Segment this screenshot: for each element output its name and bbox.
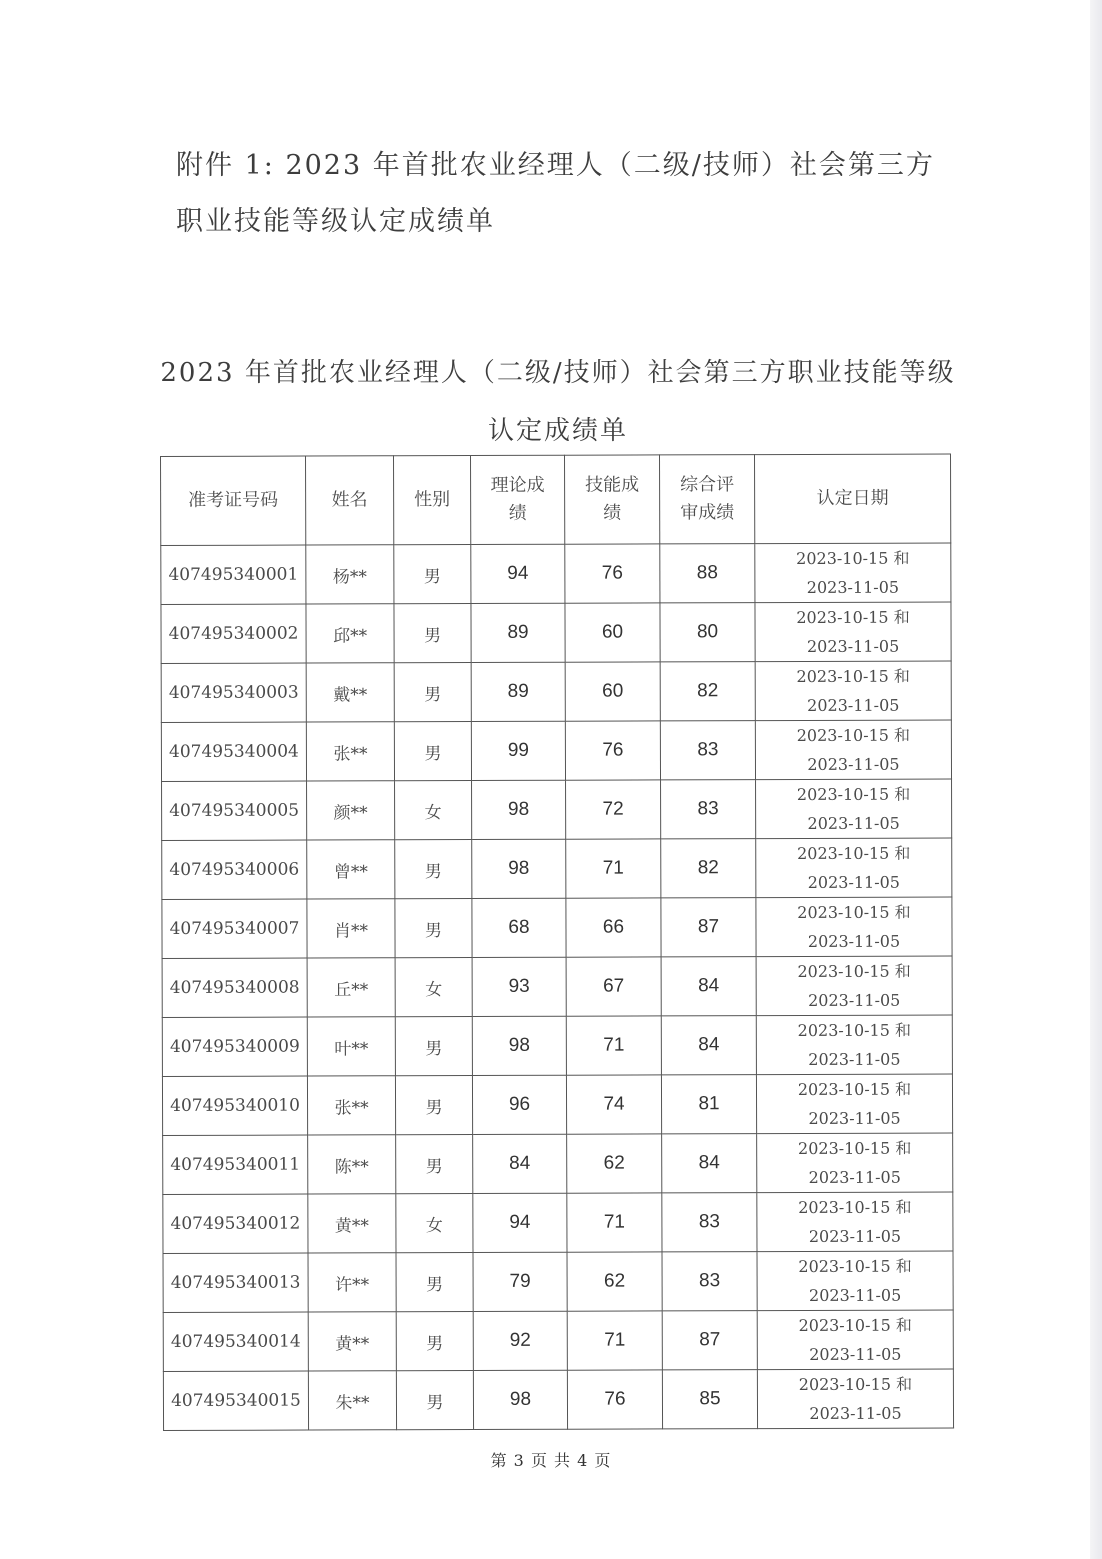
cell-theory-score: 93 bbox=[472, 957, 566, 1016]
cell-cert-date bbox=[757, 1251, 953, 1311]
table-row bbox=[163, 1192, 953, 1253]
cell-exam-id: 407495340004 bbox=[161, 722, 306, 781]
header-text-line: 综合评 bbox=[680, 474, 735, 496]
cell-gender: 男 bbox=[394, 545, 471, 604]
date-line: 2023-11-05 bbox=[808, 1049, 901, 1069]
date-line: 2023-11-05 bbox=[808, 1108, 901, 1128]
cell-exam-id: 407495340009 bbox=[162, 1017, 307, 1076]
cell-gender: 男 bbox=[394, 722, 471, 781]
cell-name: 黄** bbox=[308, 1312, 396, 1371]
header-text-line: 认定日期 bbox=[816, 487, 889, 509]
cell-skill-score: 71 bbox=[567, 1193, 662, 1252]
cell-gender: 男 bbox=[396, 1312, 473, 1371]
header-text-line: 准考证号码 bbox=[188, 489, 279, 511]
date-line: 2023-10-15 和 bbox=[797, 1020, 912, 1040]
cell-gender: 女 bbox=[395, 781, 472, 840]
header-text-line: 绩 bbox=[603, 502, 622, 524]
cell-gender: 男 bbox=[395, 840, 472, 899]
date-line: 2023-10-15 和 bbox=[797, 1138, 912, 1158]
cell-review-score: 80 bbox=[660, 603, 755, 662]
cell-gender: 女 bbox=[395, 958, 472, 1017]
cell-exam-id: 407495340005 bbox=[162, 781, 307, 840]
cell-skill-score: 72 bbox=[566, 780, 661, 839]
header-cert-date bbox=[754, 454, 950, 544]
cell-review-score: 88 bbox=[660, 544, 755, 603]
date-line: 2023-11-05 bbox=[808, 1226, 902, 1246]
header-text-line: 理论成 bbox=[490, 474, 545, 496]
cell-skill-score: 76 bbox=[565, 721, 660, 780]
cell-skill-score: 71 bbox=[567, 1311, 662, 1370]
cell-theory-score: 68 bbox=[472, 898, 566, 957]
table-title: 2023 年首批农业经理人（二级/技师）社会第三方职业技能等级认定成绩单 bbox=[160, 358, 956, 446]
cell-review-score: 83 bbox=[662, 1193, 757, 1252]
table-row bbox=[162, 1015, 952, 1076]
cell-skill-score: 71 bbox=[566, 839, 661, 898]
table-row bbox=[162, 1074, 952, 1135]
page-number-footer: 第 3 页 共 4 页 bbox=[490, 1451, 612, 1470]
cell-exam-id: 407495340008 bbox=[162, 958, 307, 1017]
header-exam-id bbox=[161, 456, 306, 545]
table-row bbox=[161, 720, 951, 781]
cell-review-score: 87 bbox=[661, 898, 756, 957]
cell-exam-id: 407495340012 bbox=[163, 1194, 308, 1253]
cell-theory-score: 89 bbox=[471, 662, 565, 721]
cell-cert-date bbox=[757, 1133, 953, 1193]
date-line: 2023-11-05 bbox=[809, 1344, 902, 1364]
cell-theory-score: 94 bbox=[473, 1193, 567, 1252]
cell-review-score: 84 bbox=[661, 1016, 756, 1075]
date-line: 2023-10-15 和 bbox=[796, 548, 910, 569]
table-row bbox=[162, 838, 952, 899]
date-line: 2023-11-05 bbox=[808, 1285, 902, 1305]
cell-gender: 男 bbox=[396, 1253, 473, 1312]
cell-skill-score: 71 bbox=[566, 1016, 661, 1075]
date-line: 2023-11-05 bbox=[807, 695, 900, 715]
cell-theory-score: 98 bbox=[473, 1370, 567, 1429]
cell-skill-score: 66 bbox=[566, 898, 661, 957]
cell-name: 杨** bbox=[306, 545, 394, 604]
date-line: 2023-11-05 bbox=[807, 931, 901, 951]
date-line: 2023-10-15 和 bbox=[798, 1197, 912, 1217]
cell-theory-score: 92 bbox=[473, 1311, 567, 1370]
cell-skill-score: 74 bbox=[566, 1075, 661, 1134]
cell-exam-id: 407495340011 bbox=[163, 1135, 308, 1194]
date-line: 2023-10-15 和 bbox=[796, 784, 911, 805]
date-line: 2023-11-05 bbox=[806, 577, 900, 597]
table-row bbox=[163, 1133, 953, 1194]
header-text-line: 姓名 bbox=[331, 489, 368, 511]
cell-skill-score: 76 bbox=[567, 1370, 662, 1429]
table-row bbox=[161, 543, 951, 604]
cell-cert-date bbox=[756, 897, 952, 957]
cell-cert-date bbox=[756, 779, 952, 839]
cell-gender: 男 bbox=[396, 1135, 473, 1194]
date-line: 2023-10-15 和 bbox=[796, 725, 911, 746]
date-line: 2023-10-15 和 bbox=[797, 1079, 912, 1099]
table-row bbox=[162, 897, 952, 958]
cell-name: 丘** bbox=[307, 958, 395, 1017]
cell-name: 邱** bbox=[306, 604, 394, 663]
cell-cert-date bbox=[756, 1074, 952, 1134]
cell-skill-score: 60 bbox=[565, 603, 660, 662]
cell-gender: 男 bbox=[394, 663, 471, 722]
table-row bbox=[163, 1251, 953, 1312]
cell-exam-id: 407495340010 bbox=[162, 1076, 307, 1135]
cell-review-score: 83 bbox=[661, 780, 756, 839]
cell-exam-id: 407495340002 bbox=[161, 604, 306, 663]
date-line: 2023-11-05 bbox=[809, 1403, 902, 1423]
table-row bbox=[161, 602, 951, 663]
cell-gender: 男 bbox=[395, 899, 472, 958]
header-text-line: 性别 bbox=[414, 489, 451, 511]
table-row bbox=[163, 1310, 953, 1371]
cell-review-score: 82 bbox=[660, 662, 755, 721]
cell-name: 黄** bbox=[308, 1194, 396, 1253]
cell-review-score: 84 bbox=[661, 957, 756, 1016]
cell-review-score: 81 bbox=[661, 1075, 756, 1134]
cell-name: 陈** bbox=[308, 1135, 396, 1194]
header-skill-score bbox=[564, 455, 659, 544]
date-line: 2023-10-15 和 bbox=[798, 1256, 912, 1276]
header-name bbox=[306, 456, 394, 545]
cell-theory-score: 99 bbox=[471, 721, 565, 780]
date-line: 2023-10-15 和 bbox=[798, 1315, 912, 1335]
cell-theory-score: 98 bbox=[472, 780, 566, 839]
cell-skill-score: 76 bbox=[565, 544, 660, 603]
cell-cert-date bbox=[755, 661, 951, 721]
cell-skill-score: 67 bbox=[566, 957, 661, 1016]
score-table bbox=[160, 454, 954, 1431]
table-row bbox=[161, 661, 951, 722]
date-line: 2023-10-15 和 bbox=[798, 1374, 913, 1394]
cell-name: 戴** bbox=[306, 663, 394, 722]
cell-cert-date bbox=[756, 838, 952, 898]
cell-review-score: 87 bbox=[662, 1311, 757, 1370]
cell-theory-score: 89 bbox=[471, 603, 565, 662]
cell-exam-id: 407495340014 bbox=[163, 1312, 308, 1371]
table-header-row bbox=[161, 454, 951, 545]
table-row bbox=[163, 1369, 953, 1430]
date-line: 2023-10-15 和 bbox=[797, 902, 911, 923]
cell-exam-id: 407495340013 bbox=[163, 1253, 308, 1312]
cell-name: 曾** bbox=[307, 840, 395, 899]
cell-theory-score: 98 bbox=[472, 1016, 566, 1075]
cell-gender: 男 bbox=[395, 1017, 472, 1076]
date-line: 2023-11-05 bbox=[806, 636, 900, 656]
cell-gender: 男 bbox=[394, 604, 471, 663]
header-text-line: 绩 bbox=[508, 502, 527, 524]
cell-name: 朱** bbox=[308, 1371, 396, 1430]
date-line: 2023-11-05 bbox=[807, 872, 900, 892]
header-review-score bbox=[659, 455, 754, 544]
cell-exam-id: 407495340001 bbox=[161, 545, 306, 604]
cell-name: 叶** bbox=[307, 1017, 395, 1076]
table-body bbox=[161, 543, 954, 1430]
date-line: 2023-10-15 和 bbox=[797, 961, 911, 981]
cell-review-score: 83 bbox=[662, 1252, 757, 1311]
cell-theory-score: 98 bbox=[472, 839, 566, 898]
header-theory-score bbox=[471, 455, 565, 544]
cell-review-score: 84 bbox=[662, 1134, 757, 1193]
cell-theory-score: 96 bbox=[472, 1075, 566, 1134]
date-line: 2023-10-15 和 bbox=[796, 666, 910, 687]
date-line: 2023-10-15 和 bbox=[797, 843, 911, 864]
page-edge-shadow bbox=[1090, 0, 1102, 1559]
date-line: 2023-11-05 bbox=[807, 754, 900, 774]
header-text-line: 审成绩 bbox=[680, 502, 735, 524]
cell-exam-id: 407495340003 bbox=[161, 663, 306, 722]
cell-cert-date bbox=[756, 1015, 952, 1075]
cell-review-score: 83 bbox=[660, 721, 755, 780]
header-text-line: 技能成 bbox=[585, 474, 640, 496]
cell-exam-id: 407495340007 bbox=[162, 899, 307, 958]
cell-name: 许** bbox=[308, 1253, 396, 1312]
cell-exam-id: 407495340006 bbox=[162, 840, 307, 899]
header-gender bbox=[394, 456, 471, 545]
cell-cert-date bbox=[757, 1192, 953, 1252]
cell-gender: 女 bbox=[396, 1194, 473, 1253]
cell-gender: 男 bbox=[396, 1371, 473, 1430]
cell-theory-score: 94 bbox=[471, 544, 565, 603]
cell-cert-date bbox=[755, 602, 951, 662]
cell-name: 张** bbox=[306, 722, 394, 781]
cell-cert-date bbox=[755, 720, 951, 780]
cell-review-score: 85 bbox=[662, 1370, 757, 1429]
cell-theory-score: 79 bbox=[473, 1252, 567, 1311]
cell-review-score: 82 bbox=[661, 839, 756, 898]
cell-name: 颜** bbox=[307, 781, 395, 840]
cell-theory-score: 84 bbox=[473, 1134, 567, 1193]
cell-skill-score: 60 bbox=[565, 662, 660, 721]
cell-cert-date bbox=[757, 1310, 953, 1370]
cell-skill-score: 62 bbox=[567, 1134, 662, 1193]
cell-cert-date bbox=[755, 543, 951, 603]
date-line: 2023-11-05 bbox=[808, 1167, 901, 1187]
cell-name: 张** bbox=[307, 1076, 395, 1135]
table-row bbox=[162, 956, 952, 1017]
cell-skill-score: 62 bbox=[567, 1252, 662, 1311]
cell-name: 肖** bbox=[307, 899, 395, 958]
cell-cert-date bbox=[756, 956, 952, 1016]
table-row bbox=[162, 779, 952, 840]
cell-gender: 男 bbox=[395, 1076, 472, 1135]
date-line: 2023-11-05 bbox=[808, 990, 901, 1010]
attachment-heading: 附件 1: 2023 年首批农业经理人（二级/技师）社会第三方职业技能等级认定成绩单 bbox=[176, 150, 935, 237]
cell-cert-date bbox=[757, 1369, 953, 1429]
cell-exam-id: 407495340015 bbox=[163, 1371, 308, 1430]
date-line: 2023-11-05 bbox=[807, 813, 900, 833]
date-line: 2023-10-15 和 bbox=[796, 607, 910, 628]
